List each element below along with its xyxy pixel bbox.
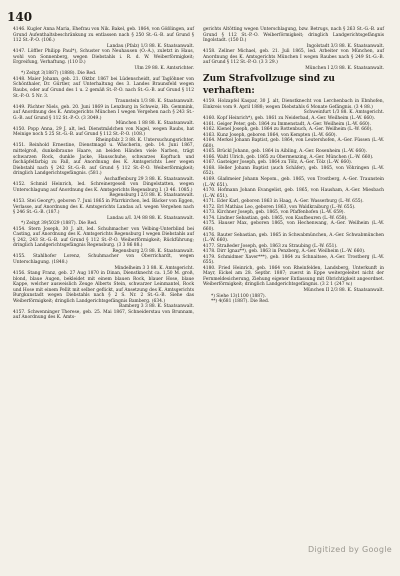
register-entry: 4153. Stei Georg*), geboren 7. Juni 1865 in Pfarrkirchen, led. Bäcker von Eggen, Verlasse, auf Anordnung des K. Amtsgerichts Landau a/I. wegen Vergehen nach § 246 St.-G.-B. (187.) [13, 198, 194, 216]
register-entry: Regensburg I 2/3 88. K. Staatsanwalt. [109, 193, 194, 199]
right-column [203, 27, 384, 305]
watermark: Digitized by Google [307, 545, 392, 554]
register-entry: 4150. Popp Anna, 29 J. alt, led. Dienstmädchen von Nagel, wegen Raubs, hat Meinige noch 5 25 St.-G.-B. auf Grund § 112 St.-P.-O. (108.) [13, 126, 194, 138]
register-entry: 4170. Hofmann Johann Evangelist, geb. 1865, von Hausham, A.-Ger. Miesbach (L.-W. 651). [203, 188, 384, 199]
register-entry: 4146. Kugler Anna Maria, Ehefrau von Nik. Bakel, geb. 1864, von Gößlingen, auf Grund Aufenthaltsbeschränkung zu entlassen nach § 250 St.-G.-B. auf Grund § 112 St.-P.-O. (106.) [13, 27, 194, 44]
register-entry: 4155. Stahlhofer Lorenz, Schuhmacher von Oberrichardt, wegen Unterschlagung. (1848.) [13, 254, 194, 265]
register-entry: 4176. Rauter Sebastian, geb. 1865 in Schwabmünchen, A.-Ger. Schwabmünchen (L.-W. 660). [203, 232, 384, 244]
register-entry: Rheinpfalz 2 3 88. K. Untersuchungsrichter. [95, 137, 194, 143]
register-entry: 4171. Eder Karl, geboren 1863 in Haag, A.-Ger. Wasserburg (L.-W. 655). [203, 199, 364, 205]
register-entry: Bamberg 3 3 88. K. Staatsanwalt. [119, 304, 194, 310]
register-entry: 4161. Geiger Peter, geb. 1864 zu Immenstadt, A.-Ger. Weilheim (L.-W. 660). [203, 121, 371, 127]
register-entry: 4172. Erl Mathias Leo, geboren 1863, von Waldkraiburg (L.-W. 655). [203, 204, 356, 210]
register-entry: 4175. Hauser Max, geboren 1865, von Hechenwang, A.-Ger. Weilheim (L.-W. 660). [203, 221, 384, 232]
register-entry: 4174. Lindner Sebastian, geb. 1865, von Kaufbeuren (L.-W. 658). [203, 215, 348, 221]
register-entry: 4163. Kunz Joseph, geboren 1864, von Kempten (L.-W. 660). [203, 132, 337, 138]
page-number: 140 [7, 10, 33, 24]
register-entry: Aschaffenburg 29 3 88. K. Staatsanwalt. [104, 176, 194, 182]
register-entry: 4156. Stang Franz, geb. 27 Aug 1870 in Dinan, Dienstknecht ca. 1,50 M. groß, blond, blaue Augen, bekleidet mit einem blauen Rock, blauer Hose, blaue Kappe, welcher ausweislich Zeuge Alberts Stein, schwarzer Leinmantel, Rock und Hose mit einem Pellit mit selber geflickt, auf Ansetzung des K. Amtsgerichts Burgkunstadt wegen Diebstahls nach § 2 S. Nr. 2 St.-G.-B. Siehe das Weiberförmigkeit; dringlich Landgerichtsgefängnis Bamberg. (634.) [13, 271, 194, 304]
register-entry: Ulm 29 88. K. Amtsrichter. [134, 65, 194, 71]
register-entry: 4169. Glaßmeier Johann Nepom., geb. 1865, von Trostberg, A.-Ger. Traunstein (L.-W. 651). [203, 177, 384, 188]
footnote: *) Siehe 13(1100 (1887). [211, 293, 267, 299]
register-entry: Landau (Pfalz) 1/3 88. K. Staatsanwalt. [106, 43, 194, 49]
register-entry: München I 2/3 88. K. Staatsanwalt. [305, 65, 384, 71]
register-entry: 4152. Schmid Heinrich, led. Schreinergesell von Dingelstatten, wegen Unterschlagung auf Anordnung des K. Amtsgerichts Regensburg I. (3 46. 1085.) [13, 182, 194, 193]
register-entry: 4179. Schmidmer Xaver***), geb. 1864 zu Schnaitsee, A.-Ger. Trostberg (L.-W. 655). [203, 254, 384, 266]
register-entry: Ingolstadt 3/3 88. K. Staatsanwalt. [306, 43, 384, 49]
register-entry: 4165. Brückl Johann, geb. 1864 in Aibling, A.-Ger. Rosenheim (L.-W. 660). [203, 149, 368, 155]
register-entry: 4167. Gasteiger Joseph, geb. 1864 zu Tölz, A.-Ger. Tölz (L.-W. 660). [203, 160, 353, 166]
register-entry: Mindelheim 3 3 88. K. Amtsgericht. [114, 265, 194, 271]
register-entry: 4180. Fried Heinrich, geb. 1864 von Rheinfelden, Landsberg, Unterkunft in Mayr, Eickel am 28. Septbr. 1887; zuerst in Eppe weitergeleitet nicht der Fernmeldesicherung, Ziehung eigener Entlassung mit Obrichtigkeit angeordnet. Weiberförmigkeit; dringlich Landgerichtsgefängnis. (3 2 1 (247 w.) [203, 265, 384, 288]
register-entry: 4160. Kopf Heinrich*), geb. 1861 zu Neiderbad, A.-Ger. Weilheim (L.-W. 660). [203, 116, 376, 122]
register-entry: 4149. Pächter Niels, geb. 20. Juni 1869 in Lenzburg in Schweiz, Hb. Gemmink, auf Anordnung des K. Amtsgerichts München I wegen Vergehen nach § 243 St.-G.-B. auf Grund § 112 St.-P.-O. (3 3049.) [13, 104, 194, 121]
register-entry: Landau a/I. 3/4 88 88. K. Staatsanwalt. [107, 215, 194, 221]
register-entry: 4158. Zellner Michael, geb. 21. Juli 1865, led. Arbeiter von München, auf Anordnung des K. Amtsgerichts München I wegen Raubes nach § 249 St.-G.-B. auf Grund § 112 St.-P.-O. (3 3 29.) [203, 49, 384, 66]
footnote: **) 4(681 (1887). Die Red. [211, 299, 270, 305]
register-entry: 4147. Löffler Philipp Paul*), Schuster von Neuhausen (O.-A.), zuletzt in Haus, wohl von Sonnenberg, wegen Diebstahls i. R. d. W. Weiberförmigkeit; Ergreifung, Verhaftung. (110 D.) [13, 49, 194, 66]
register-entry: München 1 88 88. K. Staatsanwalt. [115, 121, 194, 127]
register-entry: Traunstein 1/3 88. K. Staatsanwalt. [115, 99, 194, 105]
register-entry: 4173. Kirchner Joseph, geb. 1865, von Pfaffenhofen (L.-W. 659). [203, 210, 345, 216]
register-entry: 4162. Kienel Joseph, geb. 1864 zu Rottenbuch, A.-Ger. Weilheim (L.-W. 660). [203, 127, 373, 133]
register-entry: 4178. Dirr Ignaz**), geb. 1863 in Penzberg, A.-Ger. Weilheim (L.-W. 660). [203, 249, 366, 255]
register-entry: 4164. Merkel Johann Baptist, geb. 1864, von Leutershofen, A.-Ger. Füssen (L.-W. 660). [203, 138, 384, 149]
register-entry: gerichts Altötting wegen Unterschlagung, bzw. Betrugs, nach § 263 St.-G.-B. auf Grund § 112 St.-P.-O. Weiberförmigkeit; dringlich Landgerichtsgefängnis Ingolstadt. (150 D.) [203, 27, 384, 44]
register-entry: 4148. Maier Johann, geb. 21. Oktbr. 1867 bei Lüdenscheidt, auf Taglöhner von Schönthaler, Dr. Gürtler, auf Unterhaltung des 3. Landes Braunsfeld wegen Raubs, oder auf Grund des 1 u. 2 gemäß St.-P.-O. nach St.-G.-B. auf Grund § 112 St.-P.-O. 5 Nr. 3. [13, 76, 194, 99]
register-entry: 4151. Reinhold Ernestine, Dienstmagd u. Wäscherin, geb. 14. Juni 1867, mittelgroß, dunkelbraune Haare, an beiden Händen viele Narben, trägt schwarzen Rock, dunkle Jacke, Hausschuhe, schwarzes Kopftuch und fischäpfelfarbig zu Fall, auf Anordnung des K. Amtsgerichts Leer wegen Diebstahl nach § 242 St.-G.-B. auf Grund § 112 St.-P.-O. Weiberförmigkeit; dringlich Landgerichtsgefängnis. (581.) [13, 143, 194, 177]
footnote: *) Zeitgt 39(5029 (1887). Die Red. [21, 221, 98, 227]
left-column [13, 27, 194, 321]
register-entry: München II 2/3 88. K. Staatsanwalt. [303, 287, 384, 293]
register-entry: Schweinfurt 1/3 88. K. Amtsgericht. [303, 110, 384, 116]
register-entry: 4166. Waltl Ulrich, geb. 1865 zu Obermenzing, A.-Ger. München (L.-W. 660). [203, 154, 374, 160]
section-heading: Zum Strafvollzuge sind zu verhaften: [203, 74, 335, 97]
register-entry: 4168. Heller Johann Baptist (auch Schäfer), geb. 1865, von Vöhringen (L.-W. 652). [203, 165, 384, 177]
register-entry: 4177. Straßeder Joseph, geb. 1863 zu Straubing (L.-W. 651). [203, 243, 338, 249]
register-entry: 4159. Holzapfel Kaspar, 30 J. alt, Dienstknecht von Lerchenbach in Ebnhofen, Einkreis vom 9. April 1888; wegen Diebstahls 6 Monate Gefängnis. (3 4 88.) [203, 99, 384, 110]
register-entry: Regensburg 2/3 88. K. Staatsanwalt. [112, 248, 194, 254]
register-entry: 4154. Stern Joseph, 30 J. alt, led. Schuhmacher von Velbing-Unterblind bei Casting, auf Anordnung des K. Amtsgerichts Regensburg I wegen Diebstahls auf § 242, 243 St.-G.-B. auf Grund § 112 St.-P.-O. Weiberförmigkeit; Rückführung; dringlich Landgerichtsgefängnis Regensburg. (3 3 86 88.) [13, 226, 194, 249]
register-entry: 4157. Schwenninger Therese, geb. 25. Mai 1867, Schneiderstau von Brunnam, auf Anordnung des K. Amts- [13, 309, 194, 321]
footnote: *) Zeitgt 3(1887) (1888). Die Red. [21, 71, 97, 77]
